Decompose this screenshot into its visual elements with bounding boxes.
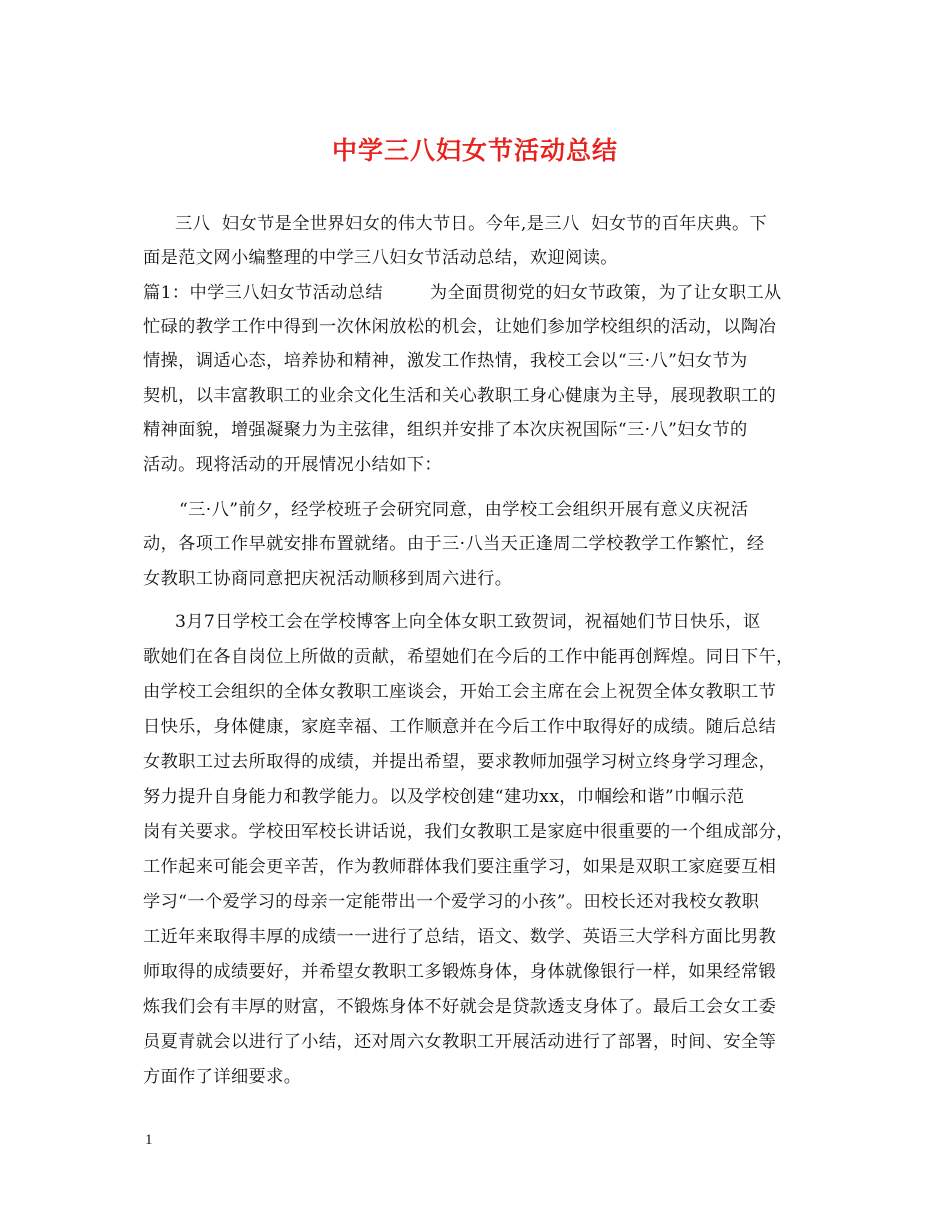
text-line: 工作起来可能会更辛苦，作为教师群体我们要注重学习，如果是双职工家庭要互相 xyxy=(143,857,777,877)
text-line: 3月7日学校工会在学校博客上向全体女职工致贺词，祝福她们节日快乐，讴 xyxy=(175,612,761,632)
text-line: 师取得的成绩要好，并希望女教职工多锻炼身体，身体就像银行一样，如果经常锻 xyxy=(143,962,777,982)
text-line: 岗有关要求。学校田军校长讲话说，我们女教职工是家庭中很重要的一个组成部分， xyxy=(143,822,794,842)
text-line: 面是范文网小编整理的中学三八妇女节活动总结，欢迎阅读。 xyxy=(143,248,618,268)
text-line: 由学校工会组织的全体女教职工座谈会，开始工会主席在会上祝贺全体女教职工节 xyxy=(143,682,777,702)
text-line: 努力提升自身能力和教学能力。以及学校创建“建功xx，巾帼绘和谐”巾帼示范 xyxy=(143,787,745,807)
text-line: 学习“一个爱学习的母亲一定能带出一个爱学习的小孩”。田校长还对我校女教职 xyxy=(143,892,760,912)
text-line: 情操，调适心态，培养协和精神，激发工作热情，我校工会以“三·八”妇女节为 xyxy=(143,351,748,371)
text-line: 忙碌的教学工作中得到一次休闲放松的机会，让她们参加学校组织的活动，以陶冶 xyxy=(143,317,777,337)
text-line: 炼我们会有丰厚的财富，不锻炼身体不好就会是贷款透支身体了。最后工会女工委 xyxy=(143,997,777,1017)
text-line: 精神面貌，增强凝聚力为主弦律，组织并安排了本次庆祝国际“三·八”妇女节的 xyxy=(143,420,748,440)
text-line: 契机，以丰富教职工的业余文化生活和关心教职工身心健康为主导，展现教职工的 xyxy=(143,386,777,406)
text-line: 工近年来取得丰厚的成绩一一进行了总结，语文、数学、英语三大学科方面比男教 xyxy=(143,927,777,947)
text-line: 员夏青就会以进行了小结，还对周六女教职工开展活动进行了部署，时间、安全等 xyxy=(143,1032,777,1052)
text-line: 日快乐，身体健康，家庭幸福、工作顺意并在今后工作中取得好的成绩。随后总结 xyxy=(143,717,777,737)
text-line: 活动。现将活动的开展情况小结如下： xyxy=(143,455,442,475)
text-line: 歌她们在各自岗位上所做的贡献，希望她们在今后的工作中能再创辉煌。同日下午， xyxy=(143,647,794,667)
text-line: 女教职工协商同意把庆祝活动顺移到周六进行。 xyxy=(143,569,513,589)
text-line: “三·八”前夕，经学校班子会研究同意，由学校工会组织开展有意义庆祝活 xyxy=(179,500,749,520)
text-line: 动，各项工作早就安排布置就绪。由于三·八当天正逢周二学校教学工作繁忙，经 xyxy=(143,534,765,554)
text-line: 三八 妇女节是全世界妇女的伟大节日。今年,是三八 妇女节的百年庆典。下 xyxy=(175,214,768,234)
text-line: 篇1：中学三八妇女节活动总结 为全面贯彻党的妇女节政策，为了让女职工从 xyxy=(143,283,782,303)
page-number: 1 xyxy=(145,1132,153,1148)
text-line: 女教职工过去所取得的成绩，并提出希望，要求教师加强学习树立终身学习理念， xyxy=(143,752,777,772)
document-title: 中学三八妇女节活动总结 xyxy=(331,136,618,165)
text-line: 方面作了详细要求。 xyxy=(143,1067,302,1087)
